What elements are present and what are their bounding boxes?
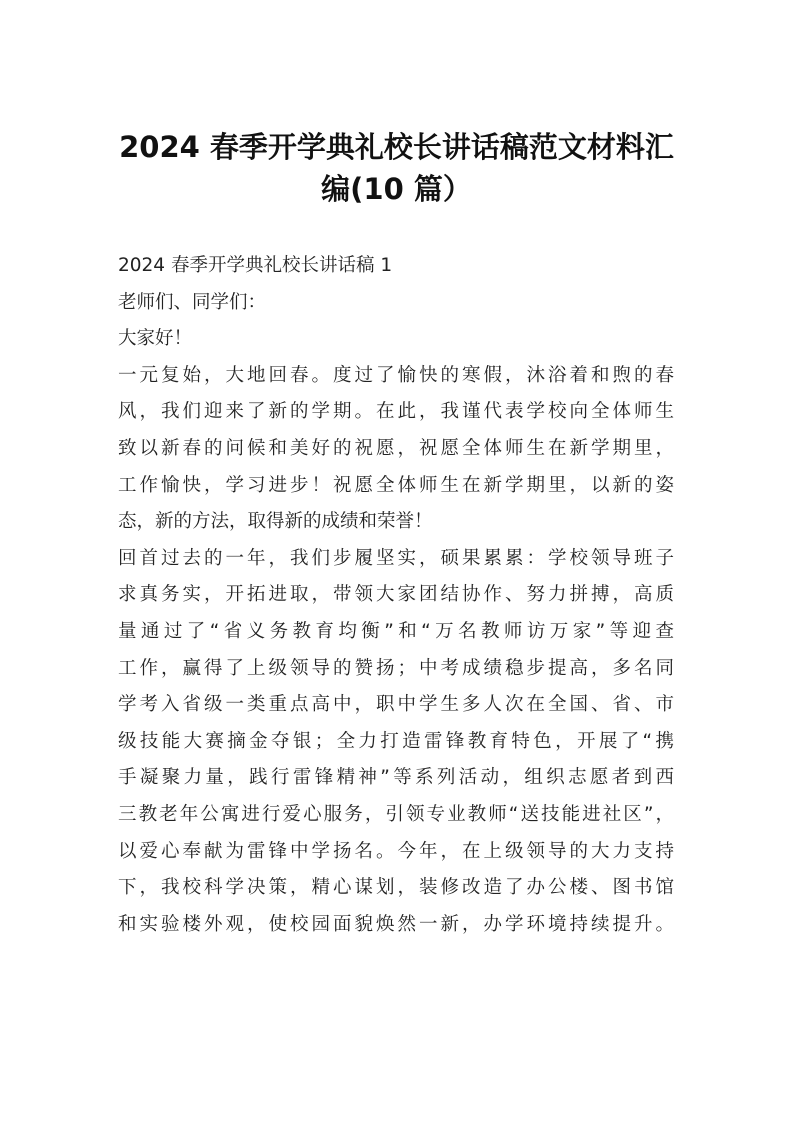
body-text-line: 致以新春的问候和美好的祝愿，祝愿全体师生在新学期里，: [118, 437, 674, 459]
body-text-line: 和实验楼外观，使校园面貌焕然一新，办学环境持续提升。: [118, 913, 674, 935]
body-text-line: 以爱心奉献为雷锋中学扬名。今年，在上级领导的大力支持: [118, 840, 674, 862]
document-title-line-2: 编(10 篇）: [321, 172, 472, 206]
document-body: [118, 248, 674, 943]
body-text-line: 2024 春季开学典礼校长讲话稿 1: [118, 255, 393, 276]
body-text-line: 量通过了“省义务教育均衡”和“万名教师访万家”等迎查: [118, 620, 674, 642]
body-text-line: 老师们、同学们：: [118, 291, 267, 313]
body-text-line: 级技能大赛摘金夺银；全力打造雷锋教育特色，开展了“携: [118, 730, 674, 752]
body-text-line: 三教老年公寓进行爱心服务，引领专业教师“送技能进社区”，: [118, 803, 674, 825]
document-title-line-1: 2024 春季开学典礼校长讲话稿范文材料汇: [119, 130, 674, 164]
body-text-line: 回首过去的一年，我们步履坚实，硕果累累：学校领导班子: [118, 547, 674, 569]
body-text-line: 风，我们迎来了新的学期。在此，我谨代表学校向全体师生: [118, 401, 674, 423]
body-text-line: 下，我校科学决策，精心谋划，装修改造了办公楼、图书馆: [118, 877, 674, 899]
body-text-line: 手凝聚力量，践行雷锋精神”等系列活动，组织志愿者到西: [118, 767, 674, 789]
body-text-line: 一元复始，大地回春。度过了愉快的寒假，沐浴着和煦的春: [118, 364, 674, 386]
body-text-line: 求真务实，开拓进取，带领大家团结协作、努力拼搏，高质: [118, 584, 674, 606]
body-text-line: 大家好！: [118, 328, 193, 350]
body-text-line: 学考入省级一类重点高中，职中学生多人次在全国、省、市: [118, 694, 674, 716]
body-text-line: 工作，赢得了上级领导的赞扬；中考成绩稳步提高，多名同: [118, 657, 674, 679]
body-text-line: 工作愉快，学习进步！祝愿全体师生在新学期里，以新的姿: [118, 474, 674, 496]
body-text-line: 态，新的方法，取得新的成绩和荣誉！: [118, 511, 433, 533]
